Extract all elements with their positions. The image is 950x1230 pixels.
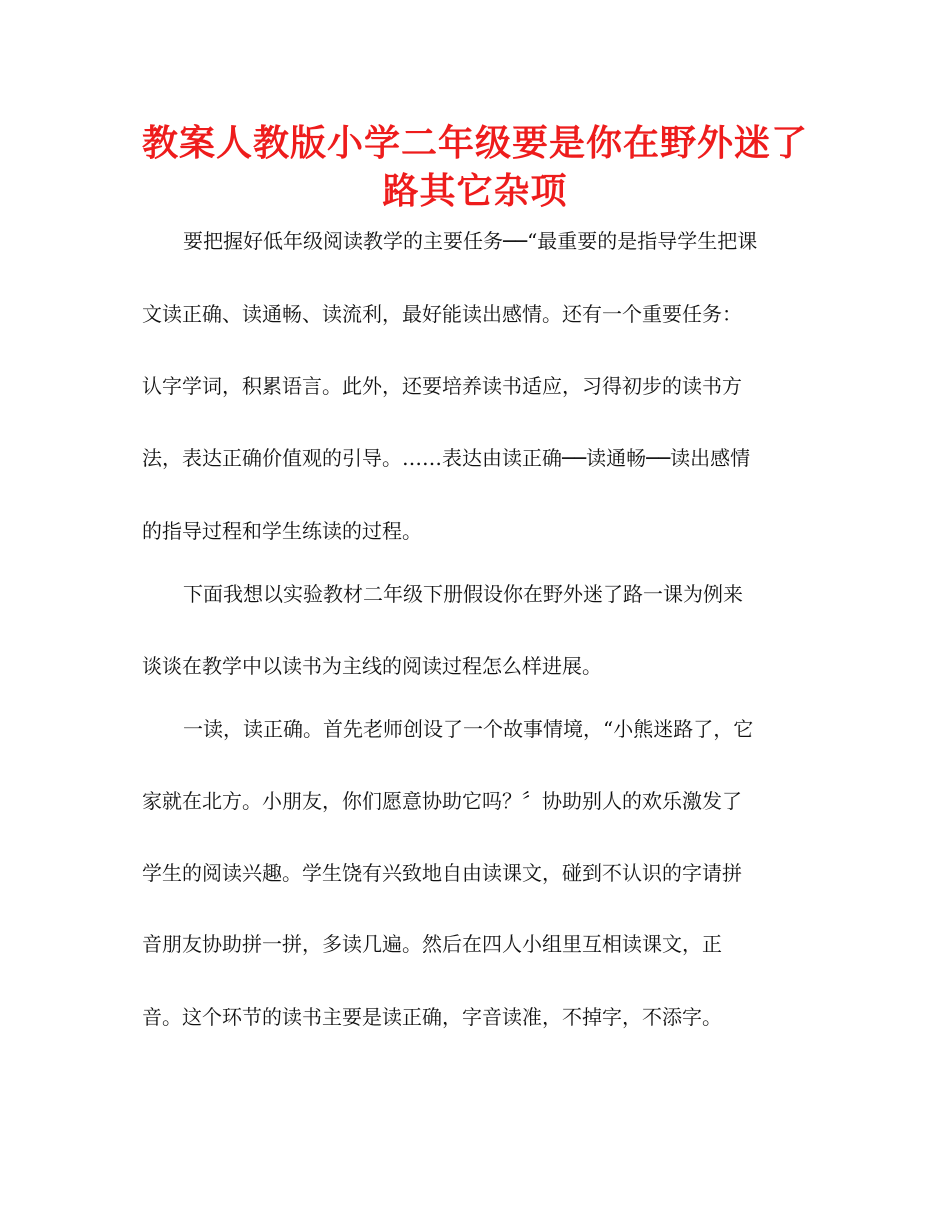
document-title-line-2: 路其它杂项 bbox=[382, 171, 568, 212]
body-line: 认字学词，积累语言。此外，还要培养读书适应，习得初步的读书方 bbox=[142, 374, 742, 398]
document-title-line-1: 教案人教版小学二年级要是你在野外迷了 bbox=[141, 123, 808, 164]
body-line: 文读正确、读通畅、读流利，最好能读出感情。还有一个重要任务： bbox=[142, 302, 742, 326]
body-line: 音朋友协助拼一拼，多读几遍。然后在四人小组里互相读课文，正 bbox=[142, 932, 722, 956]
body-line: 谈谈在教学中以读书为主线的阅读过程怎么样进展。 bbox=[142, 654, 602, 678]
body-line: 要把握好低年级阅读教学的主要任务──“最重要的是指导学生把课 bbox=[183, 229, 758, 253]
body-line: 一读，读正确。首先老师创设了一个故事情境，“小熊迷路了，它 bbox=[183, 717, 754, 741]
body-line: 音。这个环节的读书主要是读正确，字音读准，不掉字，不添字。 bbox=[142, 1005, 722, 1029]
body-line: 的指导过程和学生练读的过程。 bbox=[142, 519, 422, 543]
body-line: 学生的阅读兴趣。学生饶有兴致地自由读课文，碰到不认识的字请拼 bbox=[142, 861, 742, 885]
body-line: 下面我想以实验教材二年级下册假设你在野外迷了路一课为例来 bbox=[183, 582, 743, 606]
body-line: 家就在北方。小朋友，你们愿意协助它吗？〞协助别人的欢乐激发了 bbox=[142, 789, 742, 813]
body-line: 法，表达正确价值观的引导。……表达由读正确──读通畅──读出感情 bbox=[142, 446, 751, 470]
